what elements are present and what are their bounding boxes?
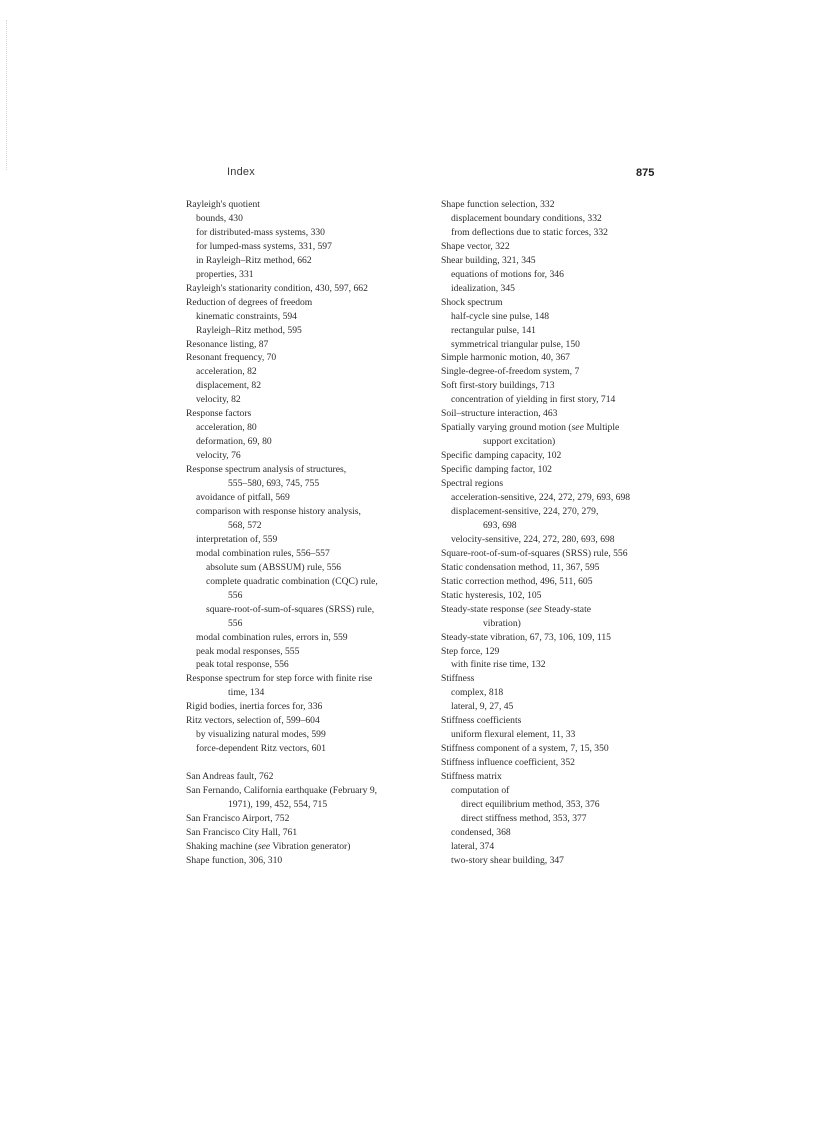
index-entry: Rayleigh's stationarity condition, 430, 597, 662: [186, 282, 368, 294]
index-subentry: 556: [228, 617, 243, 629]
index-entry: San Francisco City Hall, 761: [186, 826, 298, 838]
index-subentry: kinematic constraints, 594: [196, 310, 297, 322]
index-entry: Shock spectrum: [441, 296, 503, 308]
index-subentry: half-cycle sine pulse, 148: [451, 310, 550, 322]
index-subentry: displacement boundary conditions, 332: [451, 212, 602, 224]
index-subentry: from deflections due to static forces, 332: [451, 226, 608, 238]
index-subentry: avoidance of pitfall, 569: [196, 492, 290, 504]
index-column-left: [186, 198, 422, 868]
index-subentry: complete quadratic combination (CQC) rule,: [206, 575, 378, 587]
index-subentry: direct equilibrium method, 353, 376: [461, 798, 600, 810]
index-subentry: computation of: [451, 785, 510, 797]
index-subentry: lateral, 9, 27, 45: [451, 701, 514, 713]
index-entry: Response spectrum for step force with finite rise: [186, 673, 373, 685]
index-subentry: peak modal responses, 555: [196, 645, 300, 657]
index-subentry: 556: [228, 589, 243, 601]
index-subentry: for lumped-mass systems, 331, 597: [196, 240, 332, 252]
index-subentry: modal combination rules, 556–557: [196, 547, 330, 559]
index-entry: Stiffness: [441, 673, 475, 685]
index-entry: Spatially varying ground motion (see Multiple: [441, 422, 620, 434]
index-entry: San Fernando, California earthquake (February 9,: [186, 785, 378, 797]
index-entry: Steady-state vibration, 67, 73, 106, 109, 115: [441, 631, 611, 643]
index-entry: Response factors: [186, 408, 252, 420]
index-subentry: properties, 331: [196, 268, 254, 280]
page-number: 875: [636, 167, 655, 179]
index-subentry: vibration): [483, 617, 521, 629]
index-entry: Soil–structure interaction, 463: [441, 408, 558, 420]
index-subentry: velocity, 76: [196, 450, 241, 462]
index-entry: Step force, 129: [441, 645, 500, 657]
index-subentry: direct stiffness method, 353, 377: [461, 812, 587, 824]
index-subentry: acceleration, 80: [196, 422, 257, 434]
index-entry: Specific damping factor, 102: [441, 464, 552, 476]
index-subentry: Rayleigh–Ritz method, 595: [196, 324, 302, 336]
index-subentry: acceleration-sensitive, 224, 272, 279, 693, 698: [451, 492, 631, 504]
index-subentry: two-story shear building, 347: [451, 854, 564, 866]
index-subentry: with finite rise time, 132: [451, 659, 546, 671]
index-entry: Simple harmonic motion, 40, 367: [441, 352, 570, 364]
index-subentry: equations of motions for, 346: [451, 268, 564, 280]
index-subentry: absolute sum (ABSSUM) rule, 556: [206, 561, 342, 573]
index-subentry: 693, 698: [483, 519, 517, 531]
index-subentry: idealization, 345: [451, 282, 515, 294]
index-subentry: acceleration, 82: [196, 366, 257, 378]
index-entry: Static hysteresis, 102, 105: [441, 589, 542, 601]
index-subentry: deformation, 69, 80: [196, 436, 272, 448]
index-entry: Stiffness coefficients: [441, 715, 522, 727]
index-subentry: force-dependent Ritz vectors, 601: [196, 743, 326, 755]
index-subentry: in Rayleigh–Ritz method, 662: [196, 254, 312, 266]
index-entry: Rayleigh's quotient: [186, 199, 260, 210]
index-entry: Stiffness component of a system, 7, 15, 350: [441, 743, 609, 755]
index-entry: Specific damping capacity, 102: [441, 450, 562, 462]
index-subentry: 1971), 199, 452, 554, 715: [228, 798, 328, 810]
index-subentry: complex, 818: [451, 687, 504, 699]
index-subentry: lateral, 374: [451, 840, 495, 852]
index-entry: San Francisco Airport, 752: [186, 812, 290, 824]
index-subentry: square-root-of-sum-of-squares (SRSS) rule,: [206, 603, 375, 615]
index-entry: Stiffness influence coefficient, 352: [441, 757, 575, 769]
index-entry: Shear building, 321, 345: [441, 254, 536, 266]
index-subentry: support excitation): [483, 436, 556, 448]
index-entry: Ritz vectors, selection of, 599–604: [186, 715, 320, 727]
index-entry: Shape function selection, 332: [441, 199, 555, 210]
index-subentry: comparison with response history analysis,: [196, 505, 361, 517]
index-subentry: uniform flexural element, 11, 33: [451, 729, 576, 741]
index-subentry: modal combination rules, errors in, 559: [196, 631, 348, 643]
index-entry: Resonant frequency, 70: [186, 352, 277, 364]
index-entry: Response spectrum analysis of structures,: [186, 464, 347, 476]
index-subentry: displacement-sensitive, 224, 270, 279,: [451, 505, 599, 517]
index-subentry: symmetrical triangular pulse, 150: [451, 338, 580, 350]
index-subentry: 555–580, 693, 745, 755: [228, 478, 320, 490]
index-entry: Square-root-of-sum-of-squares (SRSS) rule, 556: [441, 547, 628, 559]
index-subentry: peak total response, 556: [196, 659, 289, 671]
index-entry: Reduction of degrees of freedom: [186, 296, 313, 308]
index-subentry: by visualizing natural modes, 599: [196, 729, 326, 741]
index-entry: Single-degree-of-freedom system, 7: [441, 366, 580, 378]
index-subentry: rectangular pulse, 141: [451, 324, 536, 336]
index-entry: Soft first-story buildings, 713: [441, 380, 555, 392]
index-subentry: concentration of yielding in first story, 714: [451, 394, 616, 406]
index-subentry: velocity-sensitive, 224, 272, 280, 693, 698: [451, 533, 615, 545]
page-header: [0, 0, 816, 190]
index-entry: Spectral regions: [441, 478, 504, 490]
index-entry: Shape vector, 322: [441, 240, 510, 252]
index-subentry: time, 134: [228, 687, 265, 699]
index-entry: Resonance listing, 87: [186, 338, 269, 350]
index-entry: San Andreas fault, 762: [186, 771, 274, 783]
index-entry: Rigid bodies, inertia forces for, 336: [186, 701, 323, 713]
index-entry: Static correction method, 496, 511, 605: [441, 575, 593, 587]
index-entry: Shaking machine (see Vibration generator): [186, 840, 351, 852]
index-subentry: displacement, 82: [196, 380, 262, 392]
index-subentry: bounds, 430: [196, 212, 243, 224]
index-gap: [186, 756, 422, 770]
index-subentry: condensed, 368: [451, 826, 511, 838]
index-subentry: 568, 572: [228, 519, 262, 531]
index-entry: Stiffness matrix: [441, 771, 502, 783]
index-subentry: for distributed-mass systems, 330: [196, 226, 325, 238]
running-head: Index: [227, 166, 255, 178]
index-entry: Shape function, 306, 310: [186, 854, 283, 866]
index-column-right: [441, 198, 677, 868]
index-entry: Static condensation method, 11, 367, 595: [441, 561, 600, 573]
index-subentry: interpretation of, 559: [196, 533, 278, 545]
index-subentry: velocity, 82: [196, 394, 241, 406]
index-entry: Steady-state response (see Steady-state: [441, 603, 591, 615]
